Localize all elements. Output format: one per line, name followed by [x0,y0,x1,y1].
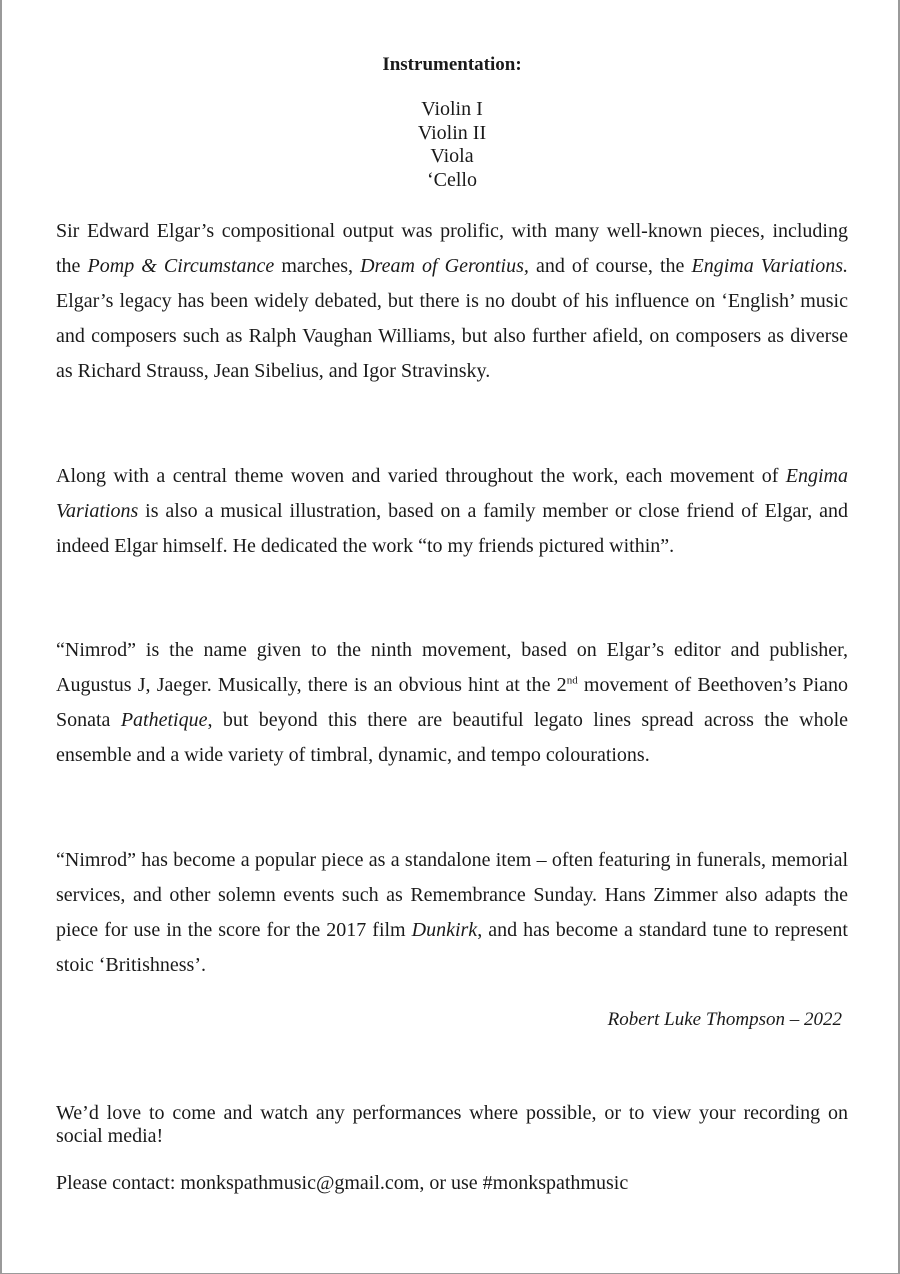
instrument-item: Violin I [421,98,483,120]
work-title-enigma: Engima Variations. [691,255,849,277]
text-run: “Nimrod” has become a popular piece as a standalone item – often featuring in funerals, memorial services, and other solemn events such as Remembrance Sunday. Hans Zimmer also adapts the piece for use in the score for the 2017 film [56,849,848,941]
text-run: and of course, the [528,255,692,277]
paragraph-variations [56,459,848,564]
contact-line: Please contact: monkspathmusic@gmail.com, or use #monkspathmusic [56,1172,629,1194]
closing-note: We’d love to come and watch any performances where possible, or to view your recording on social media! [56,1102,848,1147]
instrument-item: ‘Cello [427,168,477,191]
author-signature: Robert Luke Thompson – 2022 [607,1009,842,1030]
work-title-enigma: Engima Variations [56,465,848,522]
ordinal-suffix: nd [566,674,578,687]
text-run: Elgar’s legacy has been widely debated, but there is no doubt of his influence on ‘English’ music and composers such as Ralph Vaughan Williams, but also further afield, on composers as diverse as Richard Strauss, Jean Sibelius, and Igor Stravinsky. [56,290,848,382]
film-title-dunkirk: Dunkirk [411,919,478,941]
paragraph-nimrod [56,633,848,773]
instrumentation-heading: Instrumentation: [382,54,522,75]
text-run: , but beyond this there are beautiful legato lines spread across the whole ensemble and a wide variety of timbral, dynamic, and tempo colourations. [56,709,848,766]
paragraph-popularity [56,843,848,983]
instrument-list [2,98,900,192]
text-run: marches, [274,255,361,277]
text-run: Sir Edward Elgar’s compositional output was prolific, with many well-known pieces, including the [56,220,848,277]
text-run: Along with a central theme woven and varied throughout the work, each movement of [56,465,786,487]
text-run: is also a musical illustration, based on a family member or close friend of Elgar, and indeed Elgar himself. He dedicated the work “to my friends pictured within”. [56,500,848,557]
work-title-gerontius: Dream of Gerontius, [360,255,529,277]
instrument-item: Violin II [417,121,487,144]
paragraph-elgar-output [56,214,848,389]
work-title-pomp: Pomp & Circumstance [87,255,275,277]
instrument-item: Viola [430,145,474,167]
work-title-pathetique: Pathetique [120,709,208,731]
text-run: , and has become a standard tune to represent stoic ‘Britishness’. [56,919,848,976]
text-run: “Nimrod” is the name given to the ninth movement, based on Elgar’s editor and publisher, Augustus J, Jaeger. Musically, there is an obvious hint at the 2 [56,639,848,696]
text-run: movement of Beethoven’s Piano Sonata [56,674,848,731]
